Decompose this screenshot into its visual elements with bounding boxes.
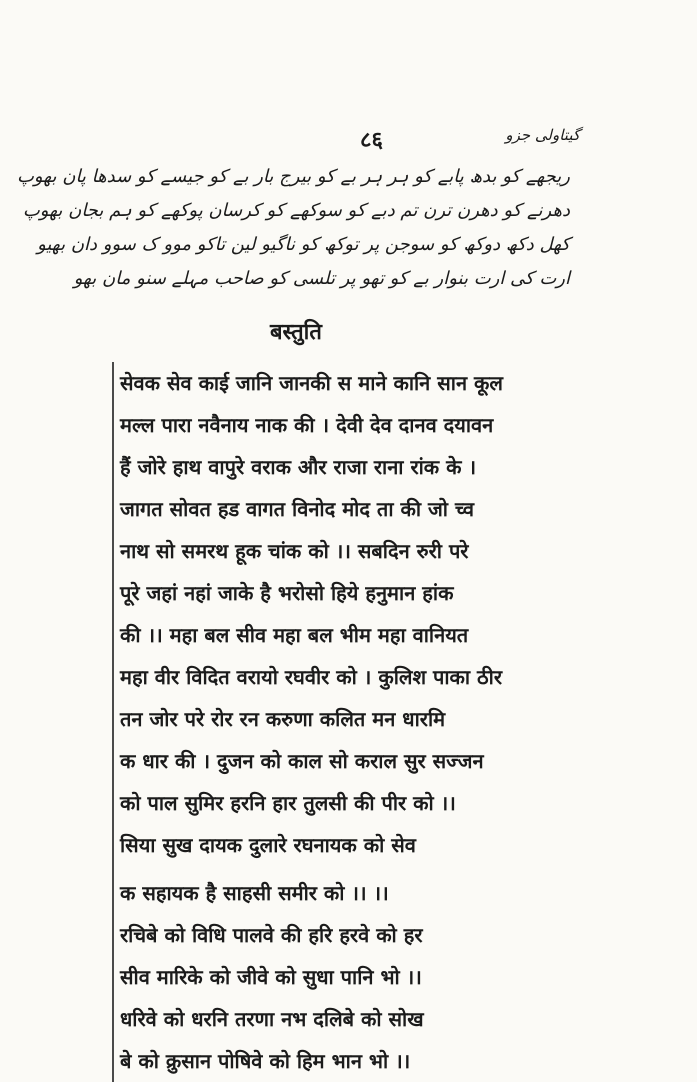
hindi-line: रचिबे को विधि पालवे की हरि हरवे को हर [120, 923, 423, 947]
hindi-line: मल्ल पारा नवैनाय नाक की । देवी देव दानव दयावन [120, 413, 494, 437]
hindi-line: सेवक सेव काई जानि जानकी स माने कानि सान कूल [120, 371, 503, 395]
hindi-line: क धार की । दुजन को काल सो कराल सुर सज्जन [120, 749, 484, 773]
hindi-verse-block [112, 362, 579, 1082]
running-title: گیتاولی جزو [505, 126, 580, 144]
hindi-line: पूरे जहां नहां जाके है भरोसो हिये हनुमान हांक [120, 581, 454, 605]
hindi-line: क सहायक है साहसी समीर को ।। ।। [120, 881, 389, 905]
urdu-verse-block [16, 160, 570, 296]
hindi-line: जागत सोवत हड वागत विनोद मोद ता की जो च्व [120, 497, 474, 521]
hindi-line: तन जोर परे रोर रन करुणा कलित मन धारमि [120, 707, 446, 731]
hindi-line: धरिवे को धरनि तरणा नभ दलिबे को सोख [120, 1007, 424, 1031]
hindi-line: की ।। महा बल सीव महा बल भीम महा वानियत [120, 623, 469, 647]
hindi-line: नाथ सो समरथ हूक चांक को ।। सबदिन रुरी परे [120, 539, 469, 563]
page-number: ८६ [360, 128, 383, 153]
page-header [360, 122, 580, 152]
hindi-line: हैं जोरे हाथ वापुरे वराक और राजा राना रांक के । [120, 455, 477, 479]
urdu-line: کھل دکھ دوکھ کو سوجن پر توکھ کو ناگیو لین تاکو موو ک سوو دان بھیو [37, 234, 570, 255]
urdu-line: ریجھے کو بدھ پابے کو ہر ہر بے کو بیرج بار بے کو جیسے کو سدھا پان بھوپ [16, 166, 570, 187]
hindi-line: बे को क्रुसान पोषिवे को हिम भान भो ।। [120, 1049, 411, 1073]
hindi-line: सिया सुख दायक दुलारे रघनायक को सेव [120, 833, 416, 857]
hindi-line: को पाल सुमिर हरनि हार तुलसी की पीर को ।। [120, 791, 456, 815]
urdu-line: دھرنے کو دھرن ترن تم دبے کو سوکھے کو کرسان پوکھے کو ہم بجان بھوپ [22, 200, 570, 221]
urdu-line: ارت کی ارت بنوار بے کو تھو پر تلسی کو صاحب مہلے سنو مان بھو [73, 268, 570, 289]
hindi-line: सीव मारिके को जीवे को सुधा पानि भो ।। [120, 965, 422, 989]
hindi-line: महा वीर विदित वरायो रघवीर को । कुलिश पाका ठीर [120, 665, 503, 689]
section-heading: बस्तुति [270, 320, 322, 345]
